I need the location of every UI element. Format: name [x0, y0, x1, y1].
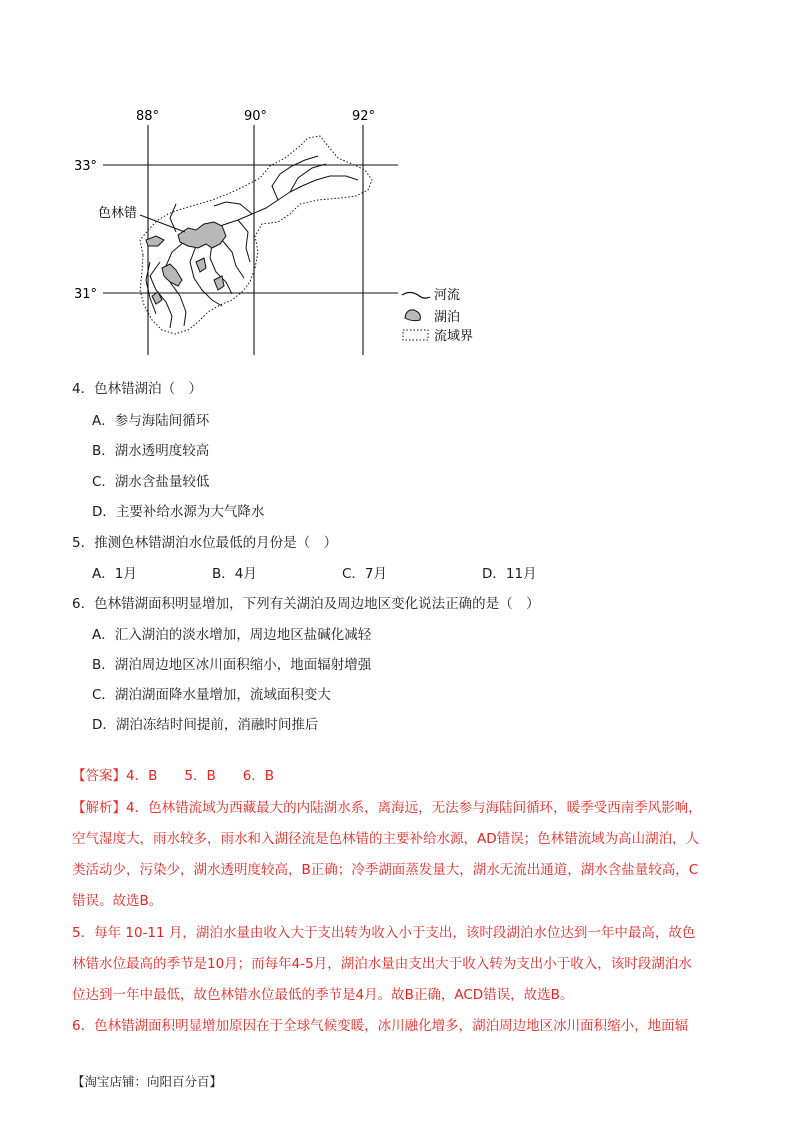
selin-co-lake [178, 222, 226, 248]
answer-label: 【答案】 [72, 768, 126, 784]
lake-name-label: 色林错 [98, 206, 138, 221]
lon-label-90: 90° [244, 109, 268, 124]
question-6-option-c: C．湖泊湖面降水量增加，流域面积变大 [92, 687, 331, 703]
question-4-option-d: D．主要补给水源为大气降水 [92, 504, 265, 520]
question-5-option-a: A．1月 [92, 566, 137, 582]
legend-river-label: 河流 [434, 288, 461, 303]
question-4-stem: 4．色林错湖泊（ ） [72, 381, 203, 397]
river-icon [402, 293, 430, 299]
basin-boundary-icon [403, 330, 428, 340]
question-5-option-d: D．11月 [482, 566, 537, 582]
question-6-option-d: D．湖泊冻结时间提前，消融时间推后 [92, 717, 319, 733]
question-5-option-b: B．4月 [212, 566, 257, 582]
lake-icon [405, 310, 420, 321]
lat-label-31: 31° [74, 287, 98, 302]
question-5-stem: 5．推测色林错湖泊水位最低的月份是（ ） [72, 535, 338, 551]
answer-line [72, 767, 274, 785]
question-4-option-c: C．湖水含盐量较低 [92, 474, 210, 490]
legend-boundary-label: 流域界 [434, 329, 474, 344]
analysis-line-7: 位达到一年中最低，故色林错水位最低的季节是4月。故B正确，ACD错误，故选B。 [72, 987, 574, 1003]
lat-label-33: 33° [74, 159, 98, 174]
analysis-line-8: 6．色林错湖面积明显增加原因在于全球气候变暖，冰川融化增多，湖泊周边地区冰川面积缩小，地面辐 [72, 1018, 689, 1034]
lake-leader-line [140, 215, 185, 232]
map-legend [402, 287, 473, 344]
analysis-line-6: 林错水位最高的季节是10月；而每年4-5月，湖泊水量由支出大于收入转为支出小于收入，该时段湖泊水 [72, 956, 692, 972]
question-6-option-b: B．湖泊周边地区冰川面积缩小，地面辐射增强 [92, 657, 372, 673]
lakes [146, 222, 226, 304]
question-5-option-c: C．7月 [342, 566, 388, 582]
question-4-option-b: B．湖水透明度较高 [92, 443, 210, 459]
legend-lake-label: 湖泊 [434, 310, 461, 325]
answer-text: 4．B 5．B 6．B [126, 768, 275, 784]
lon-label-92: 92° [352, 109, 376, 124]
analysis-line-5: 5．每年 10-11 月，湖泊水量由收入大于支出转为收入小于支出，该时段湖泊水位达到一年中最高，故色 [72, 925, 696, 941]
question-6-option-a: A．汇入湖泊的淡水增加，周边地区盐碱化减轻 [92, 627, 372, 643]
lon-label-88: 88° [136, 109, 160, 124]
analysis-label: 【解析】 [72, 800, 126, 816]
footer-shop: 【淘宝店铺：向阳百分百】 [72, 1074, 223, 1089]
lake-basin-map [60, 100, 500, 360]
analysis-line-3: 类活动少，污染少，湖水透明度较高，B正确；冷季湖面蒸发量大，湖水无流出通道，湖水含盐量较高，C [72, 862, 699, 878]
analysis-line-1 [72, 799, 702, 817]
question-6-stem: 6．色林错湖面积明显增加，下列有关湖泊及周边地区变化说法正确的是（ ） [72, 596, 540, 612]
basin-boundary [140, 136, 372, 334]
analysis-line-2: 空气湿度大，雨水较多，雨水和入湖径流是色林错的主要补给水源，AD错误；色林错流域为高山湖泊，人 [72, 831, 700, 847]
analysis-line-4: 错误。故选B。 [72, 893, 163, 909]
question-4-option-a: A．参与海陆间循环 [92, 413, 210, 429]
analysis-text-1: 4．色林错流域为西藏最大的内陆湖水系，离海远，无法参与海陆间循环，暖季受西南季风影响， [126, 800, 702, 816]
